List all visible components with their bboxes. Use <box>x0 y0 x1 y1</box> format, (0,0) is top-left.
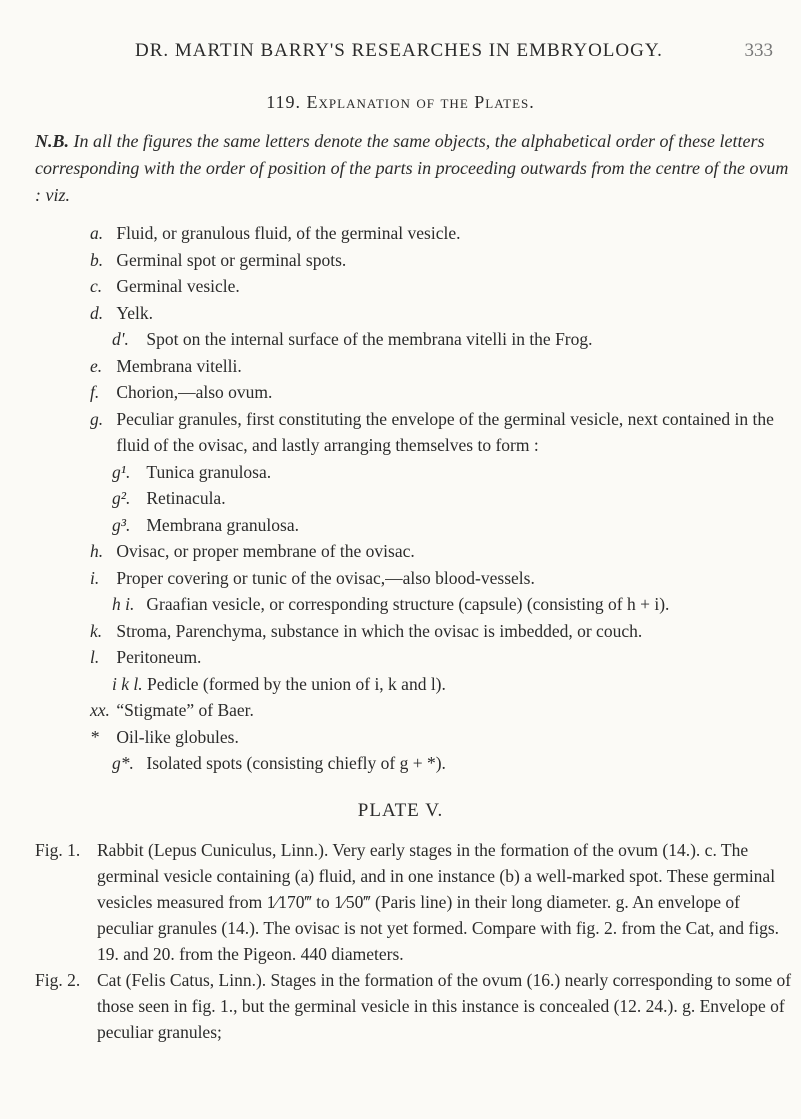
legend-key: h. <box>90 541 104 561</box>
legend-entry <box>90 565 780 592</box>
legend-text: Peculiar granules, first constituting the envelope of the germinal vesicle, next contained in the fluid of the ovisac, and lastly arranging themselves to form : <box>116 408 774 455</box>
legend-key: k. <box>90 620 103 641</box>
legend-key: l. <box>90 647 100 667</box>
legend-text: Stroma, Parenchyma, substance in which the ovisac is imbedded, or couch. <box>116 620 643 641</box>
legend-key: i. <box>90 567 100 588</box>
legend-text: Spot on the internal surface of the membrana vitelli in the Frog. <box>146 329 593 349</box>
legend-entry <box>90 247 780 274</box>
legend-text: Membrana vitelli. <box>116 355 242 376</box>
legend-text: Oil-like globules. <box>116 726 239 747</box>
legend-text: Proper covering or tunic of the ovisac,—also blood-vessels. <box>116 567 535 588</box>
legend-text: Graafian vesicle, or corresponding structure (capsule) (consisting of h + i). <box>146 594 670 614</box>
legend-text: Tunica granulosa. <box>146 461 272 482</box>
legend-entry <box>90 591 780 618</box>
legend-key: g³. <box>112 514 131 535</box>
legend-entry <box>90 512 780 539</box>
legend-key: g. <box>90 408 104 429</box>
legend-text: Yelk. <box>116 302 154 323</box>
legend-text: Fluid, or granulous fluid, of the germinal vesicle. <box>116 223 461 243</box>
legend-text: Retinacula. <box>146 488 226 508</box>
nota-bene <box>35 128 790 209</box>
legend-entry <box>90 750 780 777</box>
figure-text: Rabbit (Lepus Cuniculus, Linn.). Very early stages in the formation of the ovum (14.). c. The germinal vesicle containing (a) fluid, and in one instance (b) a well-marked spot. These germinal vesicles measured from 1⁄170‴ to 1⁄50‴ (Paris line) in their long diameter. g. An envelope of peculiar granules (14.). The ovisac is not yet formed. Compare with fig. 2. from the Cat, and figs. 19. and 20. from the Pigeon. 440 diameters. <box>97 840 780 964</box>
legend-text: Ovisac, or proper membrane of the ovisac. <box>116 541 415 561</box>
legend-key: d. <box>90 302 104 323</box>
legend-entry <box>90 618 780 645</box>
figure-description <box>35 837 795 967</box>
figure-descriptions <box>35 837 795 1045</box>
legend-key: g². <box>112 488 131 508</box>
legend-text: Isolated spots (consisting chiefly of g + *). <box>146 753 446 773</box>
legend-text: “Stigmate” of Baer. <box>116 700 254 720</box>
page-number: 333 <box>744 40 773 61</box>
figure-label: Fig. 2. <box>35 970 81 990</box>
legend-key: b. <box>90 249 104 270</box>
figure-description <box>35 967 795 1045</box>
legend-key: i k l. <box>112 673 143 694</box>
legend-text: Germinal spot or germinal spots. <box>116 249 347 270</box>
legend-key: g¹. <box>112 461 131 482</box>
legend-key: f. <box>90 382 100 402</box>
legend-entry <box>90 353 780 380</box>
legend-entry <box>90 671 780 698</box>
legend-entry <box>90 485 780 512</box>
legend-key: c. <box>90 276 103 296</box>
plate-title: PLATE V. <box>357 800 444 821</box>
letter-legend <box>90 220 780 777</box>
figure-text: Cat (Felis Catus, Linn.). Stages in the formation of the ovum (16.) nearly corresponding to some of those seen in fig. 1., but the germinal vesicle in this instance is concealed (12. 24.). g. Envelope of peculiar granules; <box>97 970 792 1042</box>
section-title: 119. Explanation of the Plates. <box>266 92 535 112</box>
legend-text: Peritoneum. <box>116 647 202 667</box>
legend-entry <box>90 459 780 486</box>
note-text: In all the figures the same letters denote the same objects, the alphabetical order of these letters corresponding with the order of position of the parts in proceeding outwards from the centre of the ovum : viz. <box>35 131 789 205</box>
legend-key: * <box>90 726 99 747</box>
legend-entry <box>90 326 780 353</box>
legend-key: a. <box>90 223 104 243</box>
legend-entry <box>90 697 780 724</box>
legend-entry <box>90 273 780 300</box>
legend-entry <box>90 644 780 671</box>
legend-key: h i. <box>112 594 135 614</box>
legend-entry <box>90 220 780 247</box>
legend-key: e. <box>90 355 103 376</box>
legend-entry <box>90 538 780 565</box>
legend-text: Pedicle (formed by the union of i, k and l). <box>147 673 446 694</box>
legend-entry <box>90 724 780 751</box>
legend-key: d'. <box>112 329 129 349</box>
figure-label: Fig. 1. <box>35 840 81 860</box>
note-prefix: N.B. <box>35 131 70 151</box>
legend-entry <box>90 379 780 406</box>
legend-text: Germinal vesicle. <box>116 276 240 296</box>
legend-entry <box>90 300 780 327</box>
running-head: DR. MARTIN BARRY'S RESEARCHES IN EMBRYOLOGY. <box>135 40 663 61</box>
legend-key: xx. <box>90 700 110 720</box>
legend-key: g*. <box>112 753 134 773</box>
legend-text: Chorion,—also ovum. <box>116 382 273 402</box>
legend-entry <box>90 406 780 459</box>
legend-text: Membrana granulosa. <box>146 514 299 535</box>
